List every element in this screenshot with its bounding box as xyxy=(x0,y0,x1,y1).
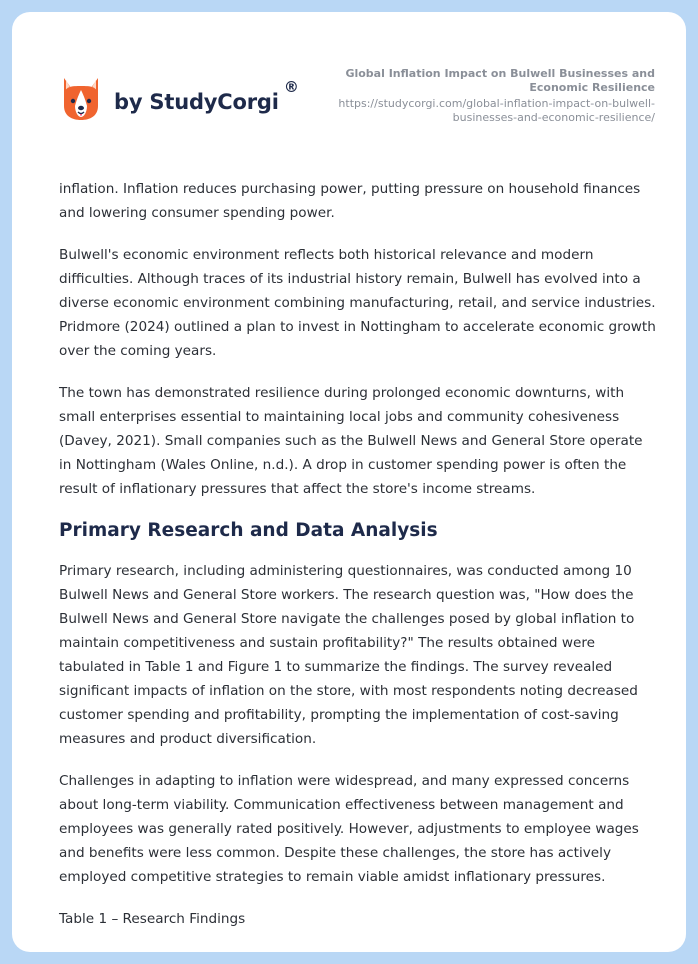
document-title: Global Inflation Impact on Bulwell Businesses and Economic Resilience xyxy=(345,67,655,94)
document-body xyxy=(59,177,659,931)
paragraph: The town has demonstrated resilience during prolonged economic downturns, with small enterprises essential to maintaining local jobs and community cohesiveness (Davey, 2021). Small companies such as the Bulwell News and General Store operate in Nottingham (Wales Online, n.d.). A drop in customer spending power is often the result of inflationary pressures that affect the store's income streams. xyxy=(59,385,643,497)
paragraph: Challenges in adapting to inflation were widespread, and many expressed concerns about long-term viability. Communication effectiveness between management and employees was generally rated positively. However, adjustments to employee wages and benefits were less common. Despite these challenges, the store has actively employed competitive strategies to remain viable amidst inflationary pressures. xyxy=(59,773,639,885)
studycorgi-logo[interactable] xyxy=(60,76,299,122)
brand-name xyxy=(114,78,299,114)
document-page xyxy=(12,12,686,952)
page-header xyxy=(12,12,686,152)
section-heading: Primary Research and Data Analysis xyxy=(59,520,438,541)
corgi-icon xyxy=(60,76,102,122)
registered-mark: ® xyxy=(283,78,299,96)
paragraph: inflation. Inflation reduces purchasing power, putting pressure on household finances and lowering consumer spending power. xyxy=(59,181,641,221)
brand-label: by StudyCorgi xyxy=(114,90,279,114)
paragraph: Primary research, including administering questionnaires, was conducted among 10 Bulwell News and General Store workers. The research question was, "How does the Bulwell News and General Store navigate the challenges posed by global inflation to maintain competitiveness and sustain profitability?" The results obtained were tabulated in Table 1 and Figure 1 to summarize the findings. The survey revealed significant impacts of inflation on the store, with most respondents noting decreased customer spending and profitability, prompting the implementation of cost-saving measures and product diversification. xyxy=(59,563,638,747)
table-caption: Table 1 – Research Findings xyxy=(59,911,246,927)
document-meta xyxy=(315,67,655,125)
document-url[interactable]: https://studycorgi.com/global-inflation-impact-on-bulwell-businesses-and-economic-resilience/ xyxy=(338,97,655,124)
paragraph: Bulwell's economic environment reflects both historical relevance and modern difficulties. Although traces of its industrial history remain, Bulwell has evolved into a diverse economic environment combining manufacturing, retail, and service industries. Pridmore (2024) outlined a plan to invest in Nottingham to accelerate economic growth over the coming years. xyxy=(59,247,656,359)
